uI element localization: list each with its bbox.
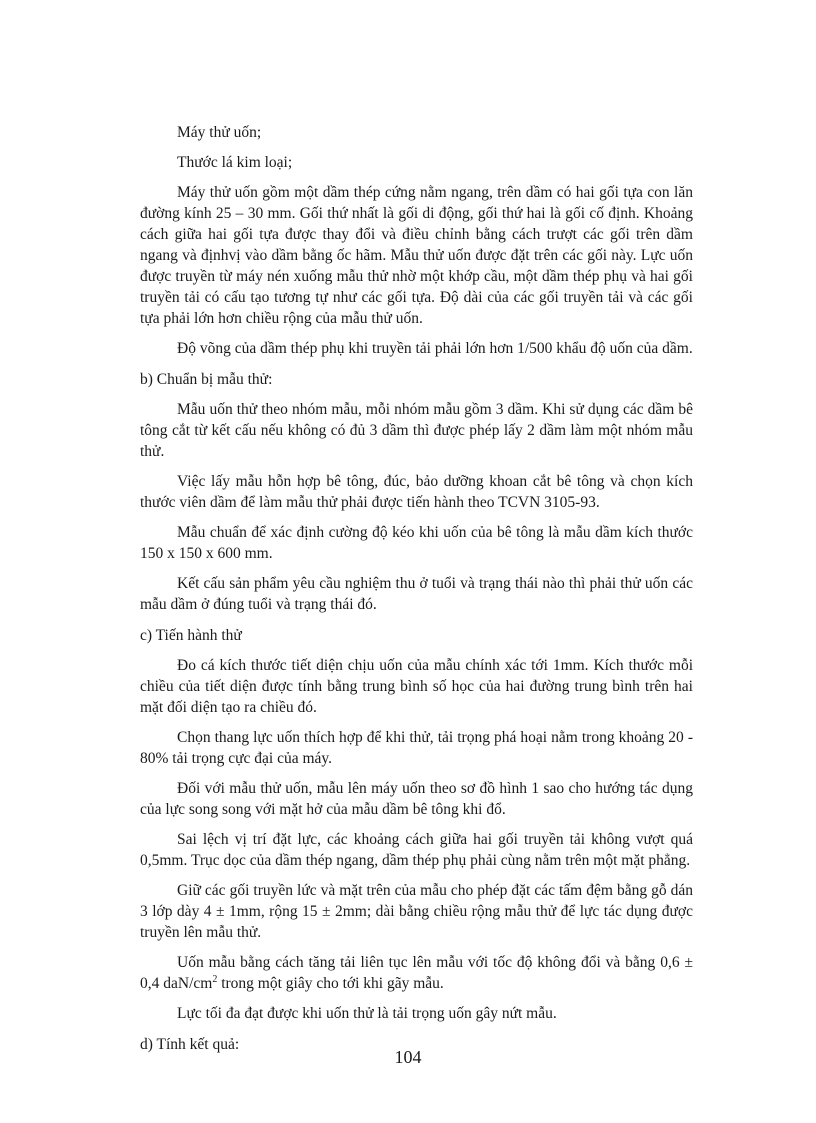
paragraph: Việc lấy mẫu hỗn hợp bê tông, đúc, bảo dưỡng khoan cắt bê tông và chọn kích thước viên dầm để làm mẫu thử phải được tiến hành theo TCVN 3105-93. bbox=[140, 473, 693, 511]
section-heading: b) Chuẩn bị mẫu thử: bbox=[140, 371, 273, 388]
paragraph: Máy thử uốn gồm một dầm thép cứng nằm ngang, trên dầm có hai gối tựa con lăn đường kính 25 – 30 mm. Gối thứ nhất là gối di động, gối thứ hai là gối cố định. Khoảng cách giữa hai gối tựa được thay đổi và điều chỉnh bằng cách trượt các gối trên dầm ngang và địnhvị vào dầm bằng ốc hãm. Mẫu thử uốn được đặt trên các gối này. Lực uốn được truyền từ máy nén xuống mẫu thử nhờ một khớp cầu, một dầm thép phụ và hai gối truyền tải có cấu tạo tương tự như các gối tựa. Độ dài của các gối truyền tải và các gối tựa phải lớn hơn chiều rộng của mẫu thử uốn. bbox=[140, 184, 693, 327]
paragraph: Độ võng của dầm thép phụ khi truyền tải phải lớn hơn 1/500 khẩu độ uốn của dầm. bbox=[177, 340, 693, 357]
paragraph: Mẫu chuẩn để xác định cường độ kéo khi uốn của bê tông là mẫu dầm kích thước 150 x 150 x 600 mm. bbox=[140, 524, 693, 562]
paragraph: Đối với mẫu thử uốn, mẫu lên máy uốn theo sơ đồ hình 1 sao cho hướng tác dụng của lực song song với mặt hở của mẫu dầm bê tông khi đổ. bbox=[140, 780, 693, 818]
body-text bbox=[140, 122, 693, 1055]
paragraph: Chọn thang lực uốn thích hợp để khi thử, tải trọng phá hoại nằm trong khoảng 20 - 80% tải trọng cực đại của máy. bbox=[140, 729, 693, 767]
paragraph-text: trong một giây cho tới khi gãy mẫu. bbox=[217, 975, 444, 992]
paragraph: Máy thử uốn; bbox=[177, 124, 262, 141]
paragraph: Lực tối đa đạt được khi uốn thử là tải trọng uốn gây nứt mẫu. bbox=[177, 1005, 557, 1022]
paragraph-text: Uốn mẫu bằng cách tăng tải liên tục lên mẫu với tốc độ không đổi và bằng 0,6 ± 0,4 daN/cm bbox=[140, 954, 693, 992]
paragraph: Đo cá kích thước tiết diện chịu uốn của mẫu chính xác tới 1mm. Kích thước mỗi chiều của tiết diện được tính bằng trung bình số học của hai đường trung bình trên hai mặt đối diện tạo ra chiều đó. bbox=[140, 657, 693, 716]
superscript: 2 bbox=[212, 973, 218, 985]
paragraph: Mẫu uốn thử theo nhóm mẫu, mỗi nhóm mẫu gồm 3 dầm. Khi sử dụng các dầm bê tông cắt từ kết cấu nếu không có đủ 3 dầm thì được phép lấy 2 dầm làm một nhóm mẫu thử. bbox=[140, 401, 693, 460]
paragraph: Thước lá kim loại; bbox=[177, 154, 293, 171]
paragraph: Giữ các gối truyền lức và mặt trên của mẫu cho phép đặt các tấm đệm bằng gỗ dán 3 lớp dày 4 ± 1mm, rộng 15 ± 2mm; dài bằng chiều rộng mẫu thử để lực tác dụng được truyền lên mẫu thử. bbox=[140, 882, 693, 941]
paragraph: Sai lệch vị trí đặt lực, các khoảng cách giữa hai gối truyền tải không vượt quá 0,5mm. Trục dọc của dầm thép ngang, dầm thép phụ phải cùng nằm trên một mặt phẳng. bbox=[140, 831, 693, 869]
section-heading: d) Tính kết quả: bbox=[140, 1036, 240, 1053]
paragraph: Kết cấu sản phẩm yêu cầu nghiệm thu ở tuổi và trạng thái nào thì phải thử uốn các mẫu dầm ở đúng tuổi và trạng thái đó. bbox=[140, 575, 693, 613]
paragraph bbox=[140, 952, 693, 994]
page-number: 104 bbox=[394, 1047, 422, 1067]
section-heading: c) Tiến hành thử bbox=[140, 627, 242, 644]
